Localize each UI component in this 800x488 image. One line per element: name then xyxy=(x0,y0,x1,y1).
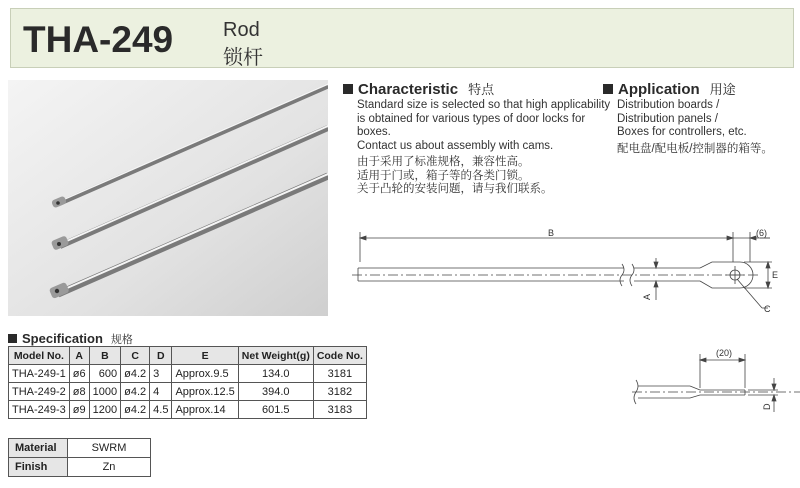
cell-d: 4.5 xyxy=(150,401,172,419)
col-header: Net Weight(g) xyxy=(238,347,313,365)
cell-model: THA-249-1 xyxy=(9,365,70,383)
characteristic-title: Characteristic xyxy=(358,81,459,98)
characteristic-line: 关于凸轮的安装问题，请与我们联系。 xyxy=(357,183,553,195)
material-label: Material xyxy=(9,439,68,458)
table-row xyxy=(9,439,151,458)
col-header: Code No. xyxy=(313,347,366,365)
cell-c: ø4.2 xyxy=(121,401,150,419)
table-header-row xyxy=(9,347,367,365)
cell-a: ø6 xyxy=(69,365,89,383)
cell-c: ø4.2 xyxy=(121,383,150,401)
cell-a: ø9 xyxy=(69,401,89,419)
section-square-icon xyxy=(8,334,17,343)
characteristic-line: Standard size is selected so that high applicability xyxy=(357,99,611,111)
cell-code: 3182 xyxy=(313,383,366,401)
cell-model: THA-249-3 xyxy=(9,401,70,419)
dim-d-label: D xyxy=(762,403,772,410)
specification-title: Specification xyxy=(22,331,103,346)
cell-d: 3 xyxy=(150,365,172,383)
specification-table xyxy=(8,346,367,419)
cell-weight: 394.0 xyxy=(238,383,313,401)
table-row xyxy=(9,401,367,419)
characteristic-line: boxes. xyxy=(357,126,391,138)
cell-model: THA-249-2 xyxy=(9,383,70,401)
cell-d: 4 xyxy=(150,383,172,401)
material-table xyxy=(8,438,151,477)
table-row xyxy=(9,365,367,383)
characteristic-line: 适用于门或，箱子等的各类门锁。 xyxy=(357,169,530,182)
col-header: A xyxy=(69,347,89,365)
application-line: Distribution panels / xyxy=(617,112,718,125)
application-title-cn: 用途 xyxy=(709,82,736,97)
characteristic-line: is obtained for various types of door locks for xyxy=(357,112,586,125)
characteristic-line: 由于采用了标准规格，兼容性高。 xyxy=(357,156,530,168)
application-line: Boxes for controllers, etc. xyxy=(617,126,747,138)
product-code: THA-249 xyxy=(23,19,174,60)
cell-b: 1000 xyxy=(89,383,120,401)
col-header: Model No. xyxy=(9,347,70,365)
col-header: B xyxy=(89,347,120,365)
specification-heading xyxy=(8,331,133,347)
dim-20-label: (20) xyxy=(716,348,733,358)
cell-weight: 134.0 xyxy=(238,365,313,383)
cell-e: Approx.12.5 xyxy=(172,383,238,401)
product-name-cn: 锁杆 xyxy=(223,47,263,69)
cell-b: 600 xyxy=(89,365,120,383)
product-name-en: Rod xyxy=(223,19,260,41)
dim-b-label: B xyxy=(548,228,555,238)
specification-title-cn: 规格 xyxy=(110,334,133,346)
finish-value: Zn xyxy=(68,458,151,477)
table-row xyxy=(9,383,367,401)
characteristic-line: Contact us about assembly with cams. xyxy=(357,139,554,152)
material-value: SWRM xyxy=(68,439,151,458)
cell-e: Approx.9.5 xyxy=(172,365,238,383)
dim-c-label: C xyxy=(764,304,771,314)
dim-e-label: E xyxy=(772,270,779,280)
characteristic-title-cn: 特点 xyxy=(468,82,495,97)
cell-weight: 601.5 xyxy=(238,401,313,419)
cell-code: 3181 xyxy=(313,365,366,383)
table-row xyxy=(9,458,151,477)
dim-6-label: (6) xyxy=(756,228,767,238)
col-header: C xyxy=(121,347,150,365)
cell-a: ø8 xyxy=(69,383,89,401)
application-title: Application xyxy=(618,81,700,98)
col-header: D xyxy=(150,347,172,365)
cell-code: 3183 xyxy=(313,401,366,419)
col-header: E xyxy=(172,347,238,365)
cell-e: Approx.14 xyxy=(172,401,238,419)
application-line: Distribution boards / xyxy=(617,99,720,111)
cell-c: ø4.2 xyxy=(121,365,150,383)
application-line: 配电盘/配电板/控制器的箱等。 xyxy=(617,142,773,155)
cell-b: 1200 xyxy=(89,401,120,419)
dim-a-label: A xyxy=(642,293,652,300)
finish-label: Finish xyxy=(9,458,68,477)
